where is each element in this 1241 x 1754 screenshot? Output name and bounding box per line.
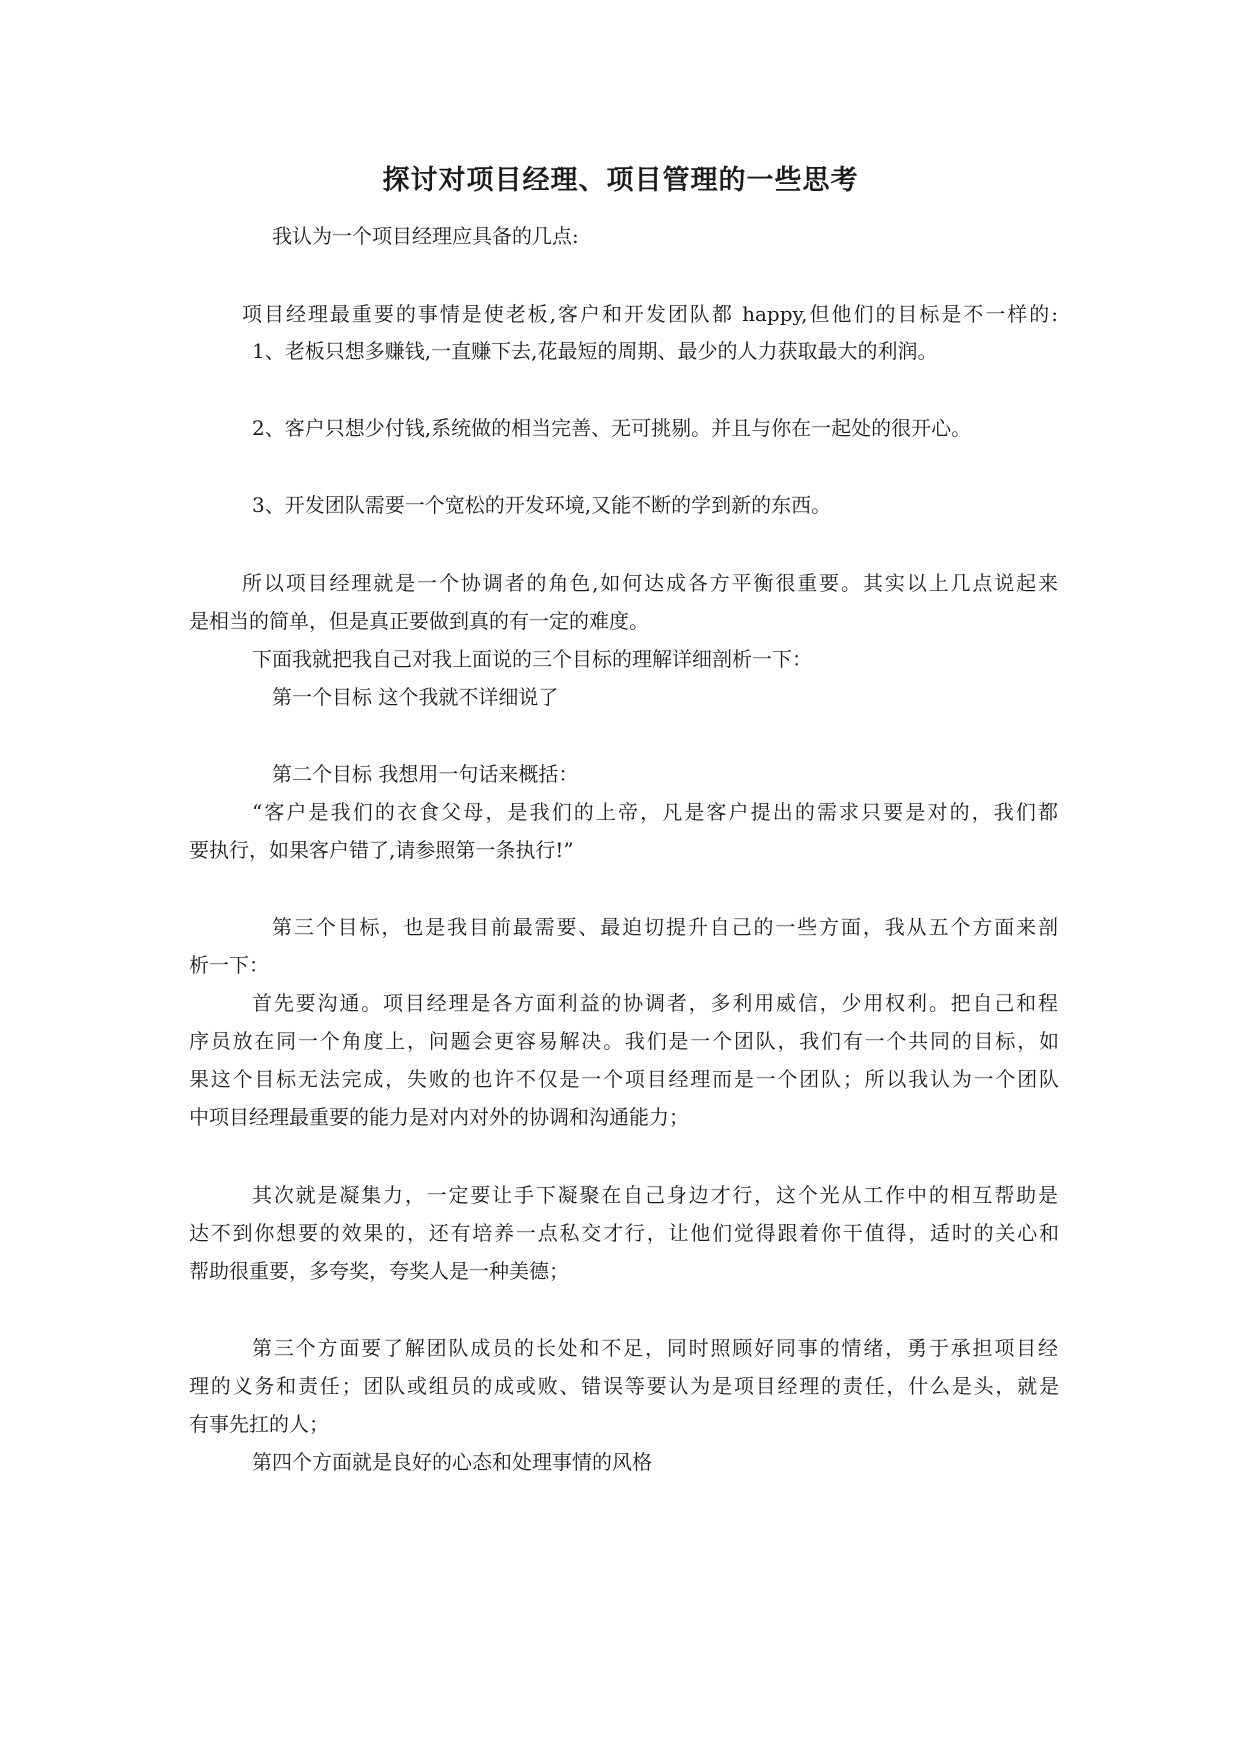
paragraph-line: 下面我就把我自己对我上面说的三个目标的理解详细剖析一下：: [252, 647, 812, 671]
quote-line: “客户是我们的衣食父母，是我们的上帝，凡是客户提出的需求只要是对的，我们都: [252, 800, 1058, 824]
paragraph-line: 果这个目标无法完成，失败的也许不仅是一个项目经理而是一个团队；所以我认为一个团队: [189, 1067, 1059, 1091]
paragraph-line: 析一下：: [189, 953, 269, 977]
quote-line: 要执行，如果客户错了,请参照第一条执行!”: [189, 838, 574, 862]
paragraph-line: 所以项目经理就是一个协调者的角色,如何达成各方平衡很重要。其实以上几点说起来: [242, 571, 1058, 595]
list-item: 1、老板只想多赚钱,一直赚下去,花最短的周期、最少的人力获取最大的利润。: [252, 339, 938, 363]
paragraph-line: 其次就是凝集力，一定要让手下凝聚在自己身边才行，这个光从工作中的相互帮助是: [252, 1183, 1058, 1207]
list-item: 2、客户只想少付钱,系统做的相当完善、无可挑剔。并且与你在一起处的很开心。: [252, 416, 972, 440]
paragraph-line: 第四个方面就是良好的心态和处理事情的风格: [252, 1450, 652, 1474]
paragraph-line: 有事先扛的人；: [189, 1412, 329, 1436]
paragraph-line: 首先要沟通。项目经理是各方面利益的协调者，多利用威信，少用权利。把自己和程: [252, 991, 1058, 1015]
paragraph-line: 第三个目标，也是我目前最需要、最迫切提升自己的一些方面，我从五个方面来剖: [272, 915, 1058, 939]
paragraph-line: 是相当的简单，但是真正要做到真的有一定的难度。: [189, 609, 649, 633]
paragraph-line: 序员放在同一个角度上，问题会更容易解决。我们是一个团队，我们有一个共同的目标，如: [189, 1029, 1059, 1053]
paragraph-line: 达不到你想要的效果的，还有培养一点私交才行，让他们觉得跟着你干值得，适时的关心和: [189, 1221, 1059, 1245]
document-title: 探讨对项目经理、项目管理的一些思考: [382, 165, 859, 196]
goal-heading: 第二个目标 我想用一句话来概括：: [272, 762, 579, 786]
paragraph-line: 帮助很重要，多夸奖，夸奖人是一种美德；: [189, 1259, 569, 1283]
paragraph-line: 理的义务和责任；团队或组员的成或败、错误等要认为是项目经理的责任，什么是头，就是: [189, 1374, 1059, 1398]
paragraph-line: 项目经理最重要的事情是使老板,客户和开发团队都 happy,但他们的目标是不一样的:: [242, 302, 1058, 326]
paragraph-line: 第三个方面要了解团队成员的长处和不足，同时照顾好同事的情绪，勇于承担项目经: [252, 1336, 1058, 1360]
intro-line: 我认为一个项目经理应具备的几点:: [272, 224, 579, 248]
paragraph-line: 中项目经理最重要的能力是对内对外的协调和沟通能力；: [189, 1105, 689, 1129]
goal-heading: 第一个目标 这个我就不详细说了: [272, 685, 559, 709]
list-item: 3、开发团队需要一个宽松的开发环境,又能不断的学到新的东西。: [252, 493, 832, 517]
